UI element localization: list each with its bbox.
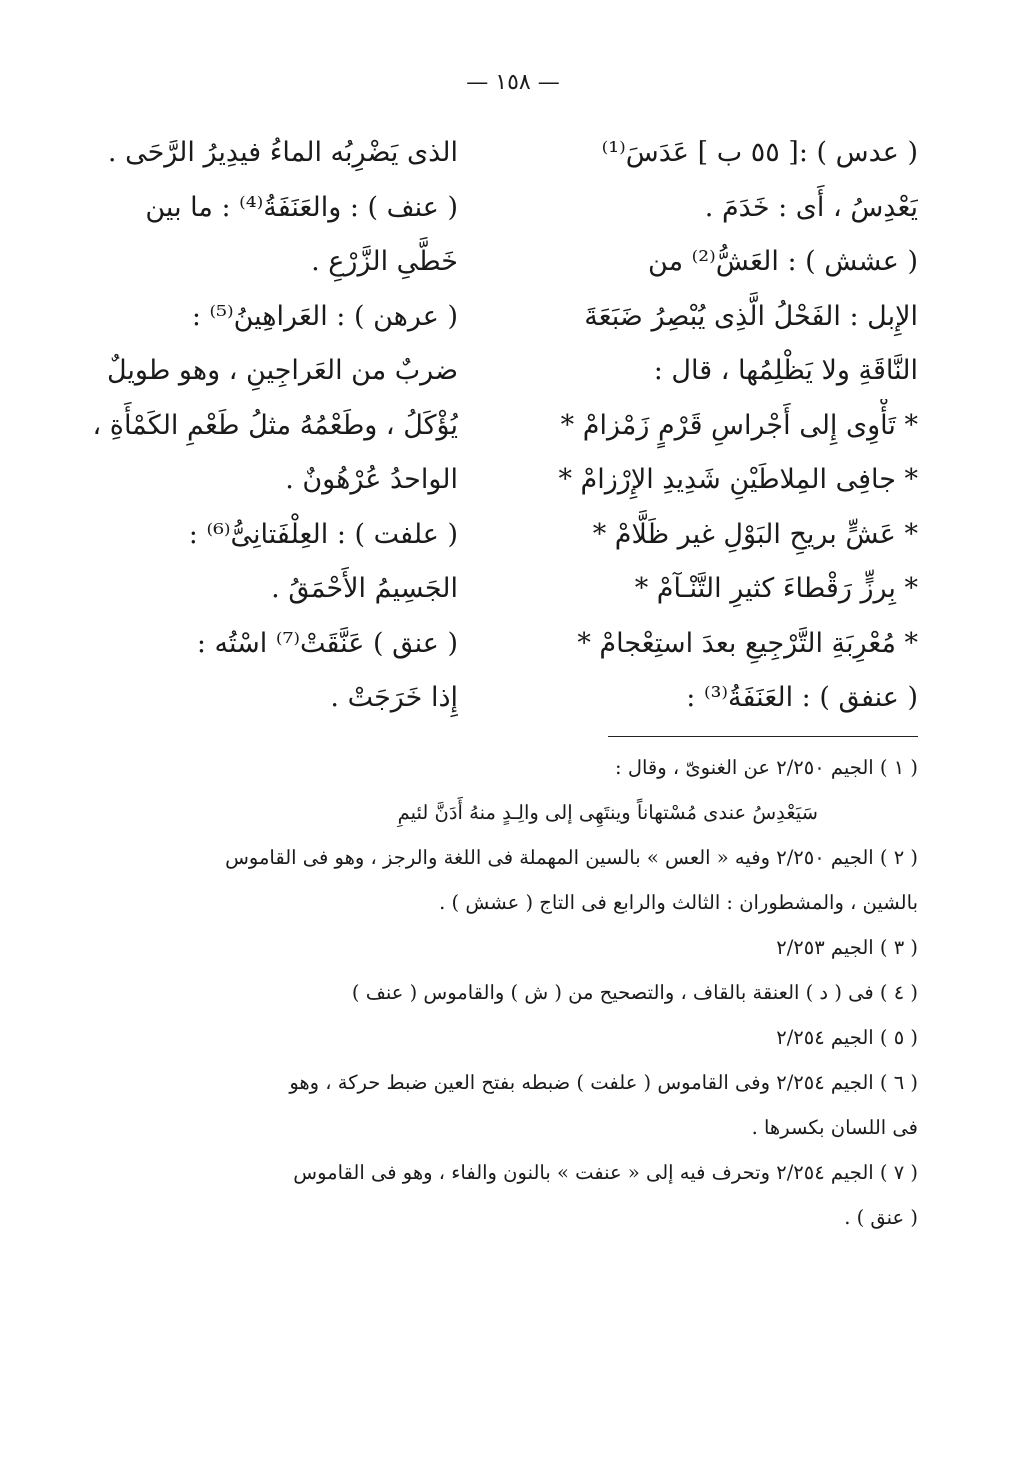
verse-line: * تَأْوِى إِلى أَجْراسِ قَرْمٍ زَمْزامْ * xyxy=(560,409,918,441)
left-text-column xyxy=(68,126,458,726)
page-number: — ١٥٨ — xyxy=(466,70,560,95)
footnote-line: ( ٥ ) الجيم ٢/٢٥٤ xyxy=(776,1026,918,1049)
footnote-line: ( عنق ) . xyxy=(844,1206,918,1229)
text-line: خَطَّىِ الزَّرْعِ . xyxy=(311,246,458,277)
footnote-line: بالشين ، والمشطوران : الثالث والرابع فى التاج ( عشش ) . xyxy=(439,891,918,914)
right-text-column xyxy=(558,126,918,726)
footnote-line: ( ٣ ) الجيم ٢/٢٥٣ xyxy=(776,936,918,959)
footnotes-section xyxy=(168,746,918,1241)
text-line: النَّاقَةِ ولا يَظْلِمُها ، قال : xyxy=(653,355,918,386)
verse-line: * جافِى المِلاطَيْنِ شَدِيدِ الإِرْزامْ * xyxy=(558,464,918,495)
text-line: يَعْدِسُ ، أَى : خَدَمَ . xyxy=(704,191,918,223)
verse-line: * بِرزٍّ رَقْطاءَ كثيرِ التَّنْـآمْ * xyxy=(634,573,918,604)
footnote-verse-line: سَيَعْدِسُ عندى مُسْتهاناً وينتَهِى إلى والِـدٍ منهُ أَدَنَّ لئيمِ xyxy=(397,801,818,824)
text-line: ( عشش ) : العَشُّ⁽²⁾ من xyxy=(648,246,918,277)
text-line: إِذا خَرَجَتْ . xyxy=(330,682,458,713)
text-line: ( عرهن ) : العَراهِينُ⁽⁵⁾ : xyxy=(191,300,458,332)
text-line: ضربٌ من العَراجِينِ ، وهو طويلٌ xyxy=(106,355,458,386)
text-line: ( عنفق ) : العَنَفَةُ⁽³⁾ : xyxy=(686,682,918,713)
text-line: يُؤْكَلُ ، وطَعْمُهُ مثلُ طَعْمِ الكَمْأَةِ ، xyxy=(92,409,458,441)
footnote-divider xyxy=(608,736,918,737)
text-line: ( عدس ) :[ ٥٥ ب ] عَدَسَ⁽¹⁾ xyxy=(601,137,918,168)
text-line: ( عنق ) عَنَّقَتْ⁽⁷⁾ اسْتُه : xyxy=(196,627,458,659)
text-line: الجَسِيمُ الأَحْمَقُ . xyxy=(271,573,458,604)
footnote-line: ( ٤ ) فى ( د ) العنقة بالقاف ، والتصحيح من ( ش ) والقاموس ( عنف ) xyxy=(351,981,918,1004)
footnote-line: ( ٢ ) الجيم ٢/٢٥٠ وفيه « العس » بالسين المهملة فى اللغة والرجز ، وهو فى القاموس xyxy=(225,846,918,869)
text-line: الإِبل : الفَحْلُ الَّذِى يُبْصِرُ ضَبَعَةَ xyxy=(584,300,918,332)
footnote-line: ( ١ ) الجيم ٢/٢٥٠ عن الغنوىّ ، وقال : xyxy=(615,756,918,779)
verse-line: * مُعْرِبَةِ التَّرْجِيعِ بعدَ استِعْجامْ * xyxy=(577,627,918,659)
text-line: الواحدُ عُرْهُونٌ . xyxy=(285,464,458,495)
text-line: ( عنف ) : والعَنَفَةُ⁽⁴⁾ : ما بين xyxy=(145,191,458,223)
text-line: الذى يَضْرِبُه الماءُ فيدِيرُ الرَّحَى . xyxy=(107,137,458,168)
footnote-line: ( ٦ ) الجيم ٢/٢٥٤ وفى القاموس ( علفت ) ضبطه بفتح العين ضبط حركة ، وهو xyxy=(289,1071,918,1094)
verse-line: * عَشٍّ بريحِ البَوْلِ غير ظَلَّامْ * xyxy=(592,518,918,550)
footnote-line: فى اللسان بكسرها . xyxy=(751,1116,918,1139)
footnote-line: ( ٧ ) الجيم ٢/٢٥٤ وتحرف فيه إلى « عنفت » بالنون والفاء ، وهو فى القاموس xyxy=(293,1161,918,1184)
text-line: ( علفت ) : العِلْفَتانِىُّ⁽⁶⁾ : xyxy=(188,518,458,550)
